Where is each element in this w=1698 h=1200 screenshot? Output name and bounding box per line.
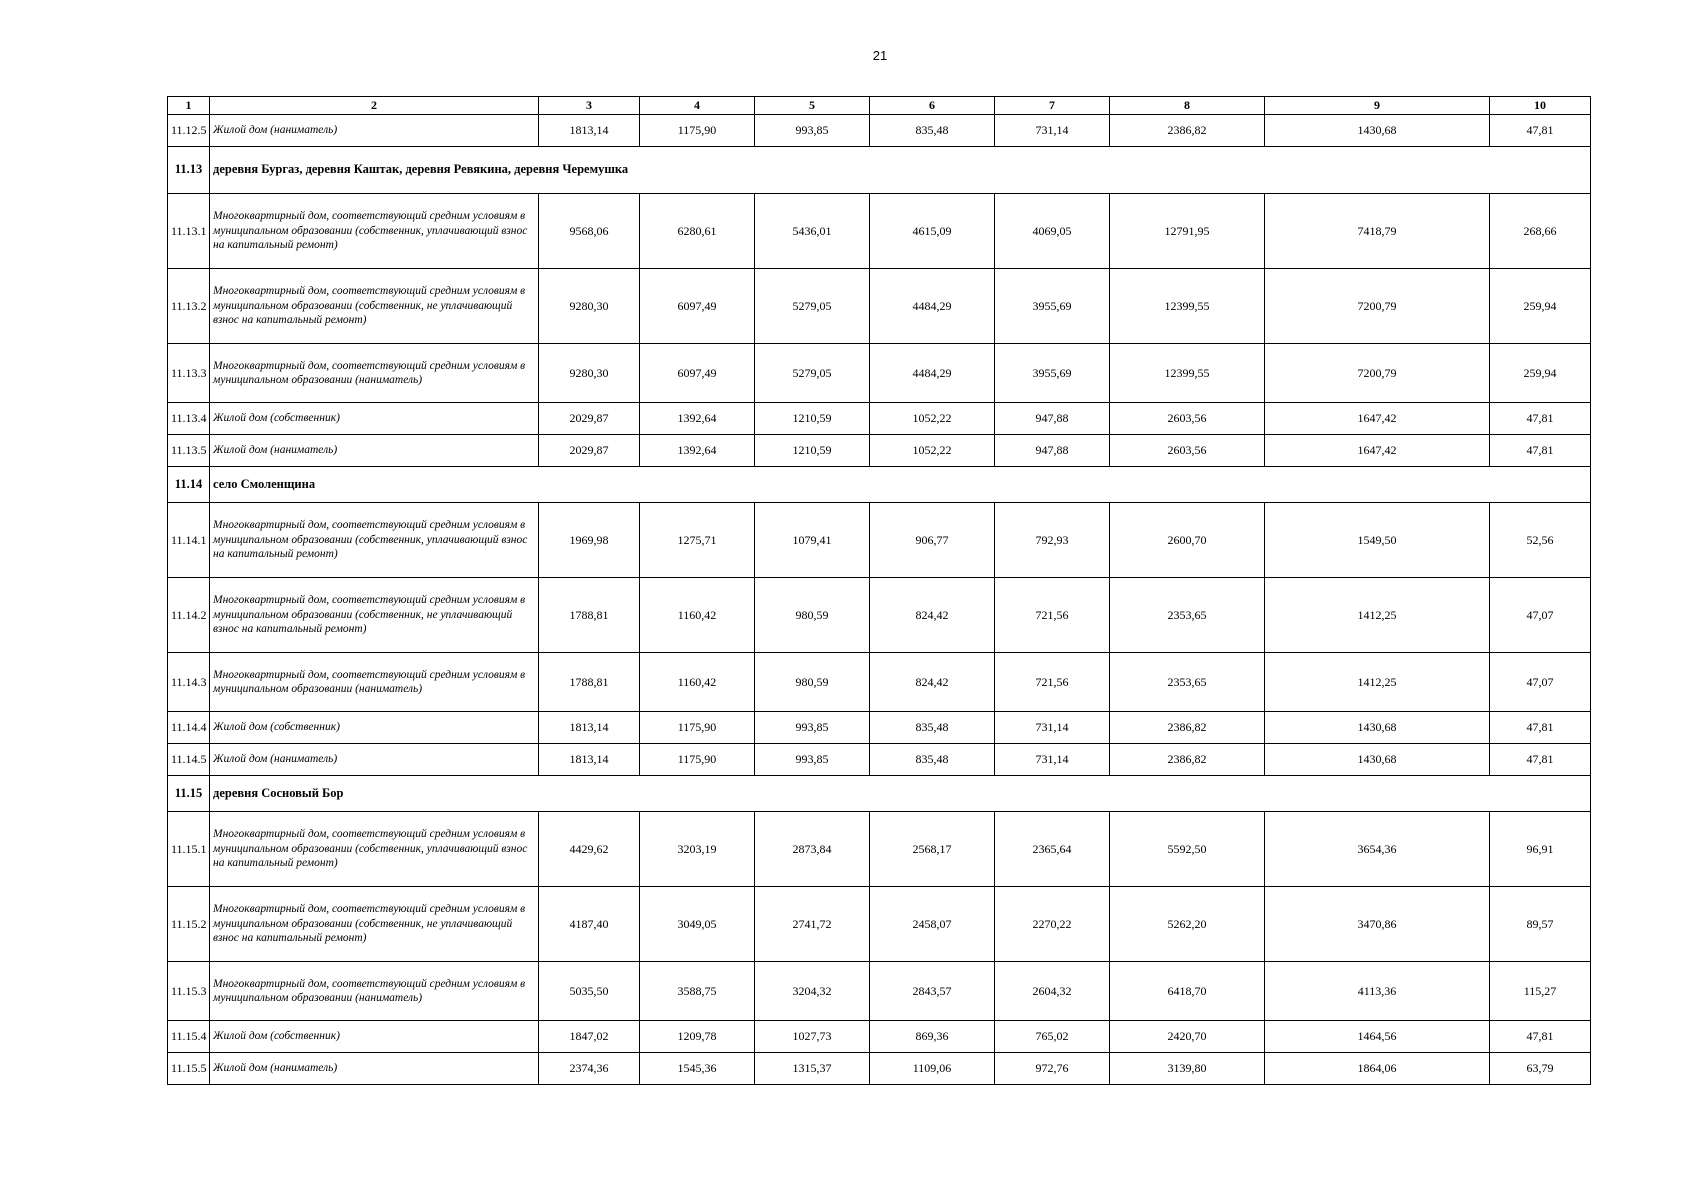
- column-header: 3: [539, 97, 640, 115]
- value-cell: 7200,79: [1265, 269, 1490, 344]
- row-code: 11.14.2: [168, 578, 210, 653]
- value-cell: 9280,30: [539, 269, 640, 344]
- value-cell: 2603,56: [1110, 403, 1265, 435]
- value-cell: 12399,55: [1110, 344, 1265, 403]
- column-header: 4: [640, 97, 755, 115]
- value-cell: 2600,70: [1110, 503, 1265, 578]
- row-code: 11.15.3: [168, 962, 210, 1021]
- value-cell: 47,07: [1490, 653, 1591, 712]
- value-cell: 6097,49: [640, 344, 755, 403]
- table-row: [168, 887, 1591, 962]
- value-cell: 1788,81: [539, 578, 640, 653]
- value-cell: 721,56: [995, 578, 1110, 653]
- table-row: [168, 344, 1591, 403]
- table-row: [168, 578, 1591, 653]
- row-description: Многоквартирный дом, соответствующий средним условиям в муниципальном образовании (собственник, уплачивающий взнос на капитальный ремонт): [210, 194, 539, 269]
- value-cell: 835,48: [870, 712, 995, 744]
- value-cell: 7200,79: [1265, 344, 1490, 403]
- value-cell: 1813,14: [539, 115, 640, 147]
- value-cell: 1430,68: [1265, 115, 1490, 147]
- section-row: [168, 467, 1591, 503]
- value-cell: 52,56: [1490, 503, 1591, 578]
- value-cell: 1430,68: [1265, 744, 1490, 776]
- value-cell: 2270,22: [995, 887, 1110, 962]
- section-code: 11.15: [168, 776, 210, 812]
- value-cell: 6418,70: [1110, 962, 1265, 1021]
- value-cell: 1052,22: [870, 435, 995, 467]
- value-cell: 869,36: [870, 1021, 995, 1053]
- value-cell: 4484,29: [870, 269, 995, 344]
- value-cell: 9280,30: [539, 344, 640, 403]
- value-cell: 980,59: [755, 653, 870, 712]
- value-cell: 5436,01: [755, 194, 870, 269]
- value-cell: 6280,61: [640, 194, 755, 269]
- value-cell: 3470,86: [1265, 887, 1490, 962]
- column-header: 9: [1265, 97, 1490, 115]
- value-cell: 47,81: [1490, 115, 1591, 147]
- value-cell: 2386,82: [1110, 744, 1265, 776]
- row-description: Многоквартирный дом, соответствующий средним условиям в муниципальном образовании (наниматель): [210, 344, 539, 403]
- value-cell: 792,93: [995, 503, 1110, 578]
- value-cell: 268,66: [1490, 194, 1591, 269]
- value-cell: 2568,17: [870, 812, 995, 887]
- value-cell: 2353,65: [1110, 653, 1265, 712]
- value-cell: 5592,50: [1110, 812, 1265, 887]
- row-description: Жилой дом (собственник): [210, 1021, 539, 1053]
- table-row: [168, 403, 1591, 435]
- value-cell: 2365,64: [995, 812, 1110, 887]
- value-cell: 3654,36: [1265, 812, 1490, 887]
- value-cell: 4113,36: [1265, 962, 1490, 1021]
- value-cell: 980,59: [755, 578, 870, 653]
- value-cell: 12791,95: [1110, 194, 1265, 269]
- value-cell: 835,48: [870, 115, 995, 147]
- row-code: 11.15.2: [168, 887, 210, 962]
- row-description: Многоквартирный дом, соответствующий средним условиям в муниципальном образовании (наниматель): [210, 653, 539, 712]
- table-row: [168, 712, 1591, 744]
- value-cell: 2386,82: [1110, 115, 1265, 147]
- row-code: 11.13.3: [168, 344, 210, 403]
- value-cell: 1392,64: [640, 435, 755, 467]
- value-cell: 2603,56: [1110, 435, 1265, 467]
- row-code: 11.14.4: [168, 712, 210, 744]
- value-cell: 765,02: [995, 1021, 1110, 1053]
- value-cell: 1052,22: [870, 403, 995, 435]
- value-cell: 1430,68: [1265, 712, 1490, 744]
- value-cell: 906,77: [870, 503, 995, 578]
- value-cell: 2029,87: [539, 403, 640, 435]
- row-description: Жилой дом (собственник): [210, 403, 539, 435]
- row-code: 11.15.5: [168, 1053, 210, 1085]
- table-body: [168, 115, 1591, 1085]
- row-description: Многоквартирный дом, соответствующий средним условиям в муниципальном образовании (собственник, не уплачивающий взнос на капитальный ремонт): [210, 578, 539, 653]
- row-description: Многоквартирный дом, соответствующий средним условиям в муниципальном образовании (собственник, уплачивающий взнос на капитальный ремонт): [210, 503, 539, 578]
- value-cell: 12399,55: [1110, 269, 1265, 344]
- value-cell: 2741,72: [755, 887, 870, 962]
- row-description: Многоквартирный дом, соответствующий средним условиям в муниципальном образовании (собственник, не уплачивающий взнос на капитальный ремонт): [210, 887, 539, 962]
- value-cell: 1027,73: [755, 1021, 870, 1053]
- value-cell: 1545,36: [640, 1053, 755, 1085]
- value-cell: 1813,14: [539, 712, 640, 744]
- value-cell: 5262,20: [1110, 887, 1265, 962]
- value-cell: 4069,05: [995, 194, 1110, 269]
- row-code: 11.15.1: [168, 812, 210, 887]
- value-cell: 731,14: [995, 744, 1110, 776]
- value-cell: 1210,59: [755, 435, 870, 467]
- value-cell: 1160,42: [640, 653, 755, 712]
- value-cell: 5279,05: [755, 269, 870, 344]
- value-cell: 824,42: [870, 578, 995, 653]
- value-cell: 1175,90: [640, 712, 755, 744]
- value-cell: 89,57: [1490, 887, 1591, 962]
- value-cell: 1647,42: [1265, 403, 1490, 435]
- value-cell: 2843,57: [870, 962, 995, 1021]
- value-cell: 1788,81: [539, 653, 640, 712]
- value-cell: 2374,36: [539, 1053, 640, 1085]
- value-cell: 4484,29: [870, 344, 995, 403]
- row-description: Многоквартирный дом, соответствующий средним условиям в муниципальном образовании (собственник, не уплачивающий взнос на капитальный ремонт): [210, 269, 539, 344]
- value-cell: 4615,09: [870, 194, 995, 269]
- row-description: Жилой дом (собственник): [210, 712, 539, 744]
- value-cell: 731,14: [995, 115, 1110, 147]
- value-cell: 3139,80: [1110, 1053, 1265, 1085]
- table-row: [168, 503, 1591, 578]
- section-title: деревня Сосновый Бор: [210, 776, 1591, 812]
- column-header: 5: [755, 97, 870, 115]
- value-cell: 2420,70: [1110, 1021, 1265, 1053]
- value-cell: 3203,19: [640, 812, 755, 887]
- value-cell: 47,81: [1490, 1021, 1591, 1053]
- value-cell: 721,56: [995, 653, 1110, 712]
- value-cell: 3955,69: [995, 269, 1110, 344]
- section-code: 11.14: [168, 467, 210, 503]
- column-header: 1: [168, 97, 210, 115]
- column-header: 2: [210, 97, 539, 115]
- value-cell: 731,14: [995, 712, 1110, 744]
- table-row: [168, 435, 1591, 467]
- table-row: [168, 1021, 1591, 1053]
- value-cell: 1275,71: [640, 503, 755, 578]
- row-code: 11.15.4: [168, 1021, 210, 1053]
- value-cell: 1175,90: [640, 744, 755, 776]
- row-description: Жилой дом (наниматель): [210, 1053, 539, 1085]
- value-cell: 993,85: [755, 712, 870, 744]
- value-cell: 1315,37: [755, 1053, 870, 1085]
- value-cell: 47,81: [1490, 744, 1591, 776]
- table-row: [168, 115, 1591, 147]
- value-cell: 947,88: [995, 403, 1110, 435]
- value-cell: 3588,75: [640, 962, 755, 1021]
- value-cell: 5035,50: [539, 962, 640, 1021]
- row-code: 11.13.4: [168, 403, 210, 435]
- table-row: [168, 812, 1591, 887]
- value-cell: 1549,50: [1265, 503, 1490, 578]
- column-header: 8: [1110, 97, 1265, 115]
- value-cell: 1464,56: [1265, 1021, 1490, 1053]
- row-code: 11.13.2: [168, 269, 210, 344]
- value-cell: 1392,64: [640, 403, 755, 435]
- table-row: [168, 269, 1591, 344]
- value-cell: 6097,49: [640, 269, 755, 344]
- value-cell: 1209,78: [640, 1021, 755, 1053]
- value-cell: 1109,06: [870, 1053, 995, 1085]
- value-cell: 1864,06: [1265, 1053, 1490, 1085]
- value-cell: 7418,79: [1265, 194, 1490, 269]
- row-code: 11.13.5: [168, 435, 210, 467]
- value-cell: 1079,41: [755, 503, 870, 578]
- value-cell: 4429,62: [539, 812, 640, 887]
- row-description: Многоквартирный дом, соответствующий средним условиям в муниципальном образовании (наниматель): [210, 962, 539, 1021]
- page-number: 21: [872, 48, 888, 63]
- value-cell: 1813,14: [539, 744, 640, 776]
- section-row: [168, 776, 1591, 812]
- value-cell: 1412,25: [1265, 578, 1490, 653]
- value-cell: 2604,32: [995, 962, 1110, 1021]
- row-description: Жилой дом (наниматель): [210, 115, 539, 147]
- value-cell: 947,88: [995, 435, 1110, 467]
- tariff-table: [167, 96, 1591, 1085]
- value-cell: 47,81: [1490, 435, 1591, 467]
- row-description: Жилой дом (наниматель): [210, 435, 539, 467]
- value-cell: 993,85: [755, 744, 870, 776]
- value-cell: 3204,32: [755, 962, 870, 1021]
- table-row: [168, 653, 1591, 712]
- table-row: [168, 962, 1591, 1021]
- value-cell: 1160,42: [640, 578, 755, 653]
- value-cell: 2353,65: [1110, 578, 1265, 653]
- value-cell: 835,48: [870, 744, 995, 776]
- row-code: 11.13.1: [168, 194, 210, 269]
- value-cell: 4187,40: [539, 887, 640, 962]
- value-cell: 47,07: [1490, 578, 1591, 653]
- value-cell: 63,79: [1490, 1053, 1591, 1085]
- value-cell: 1175,90: [640, 115, 755, 147]
- table-row: [168, 194, 1591, 269]
- value-cell: 2873,84: [755, 812, 870, 887]
- value-cell: 259,94: [1490, 269, 1591, 344]
- row-code: 11.14.1: [168, 503, 210, 578]
- value-cell: 5279,05: [755, 344, 870, 403]
- row-code: 11.14.3: [168, 653, 210, 712]
- value-cell: 96,91: [1490, 812, 1591, 887]
- value-cell: 1647,42: [1265, 435, 1490, 467]
- table-row: [168, 744, 1591, 776]
- value-cell: 824,42: [870, 653, 995, 712]
- row-code: 11.14.5: [168, 744, 210, 776]
- row-description: Жилой дом (наниматель): [210, 744, 539, 776]
- value-cell: 259,94: [1490, 344, 1591, 403]
- value-cell: 972,76: [995, 1053, 1110, 1085]
- value-cell: 9568,06: [539, 194, 640, 269]
- section-title: деревня Бургаз, деревня Каштак, деревня Ревякина, деревня Черемушка: [210, 147, 1591, 194]
- row-code: 11.12.5: [168, 115, 210, 147]
- value-cell: 2029,87: [539, 435, 640, 467]
- row-description: Многоквартирный дом, соответствующий средним условиям в муниципальном образовании (собственник, уплачивающий взнос на капитальный ремонт): [210, 812, 539, 887]
- value-cell: 1969,98: [539, 503, 640, 578]
- value-cell: 2386,82: [1110, 712, 1265, 744]
- value-cell: 47,81: [1490, 403, 1591, 435]
- value-cell: 1210,59: [755, 403, 870, 435]
- section-row: [168, 147, 1591, 194]
- column-header: 7: [995, 97, 1110, 115]
- value-cell: 1847,02: [539, 1021, 640, 1053]
- value-cell: 2458,07: [870, 887, 995, 962]
- value-cell: 47,81: [1490, 712, 1591, 744]
- value-cell: 3955,69: [995, 344, 1110, 403]
- value-cell: 1412,25: [1265, 653, 1490, 712]
- section-code: 11.13: [168, 147, 210, 194]
- section-title: село Смоленщина: [210, 467, 1591, 503]
- table-row: [168, 1053, 1591, 1085]
- value-cell: 993,85: [755, 115, 870, 147]
- column-number-header-row: [168, 97, 1591, 115]
- column-header: 6: [870, 97, 995, 115]
- column-header: 10: [1490, 97, 1591, 115]
- value-cell: 3049,05: [640, 887, 755, 962]
- value-cell: 115,27: [1490, 962, 1591, 1021]
